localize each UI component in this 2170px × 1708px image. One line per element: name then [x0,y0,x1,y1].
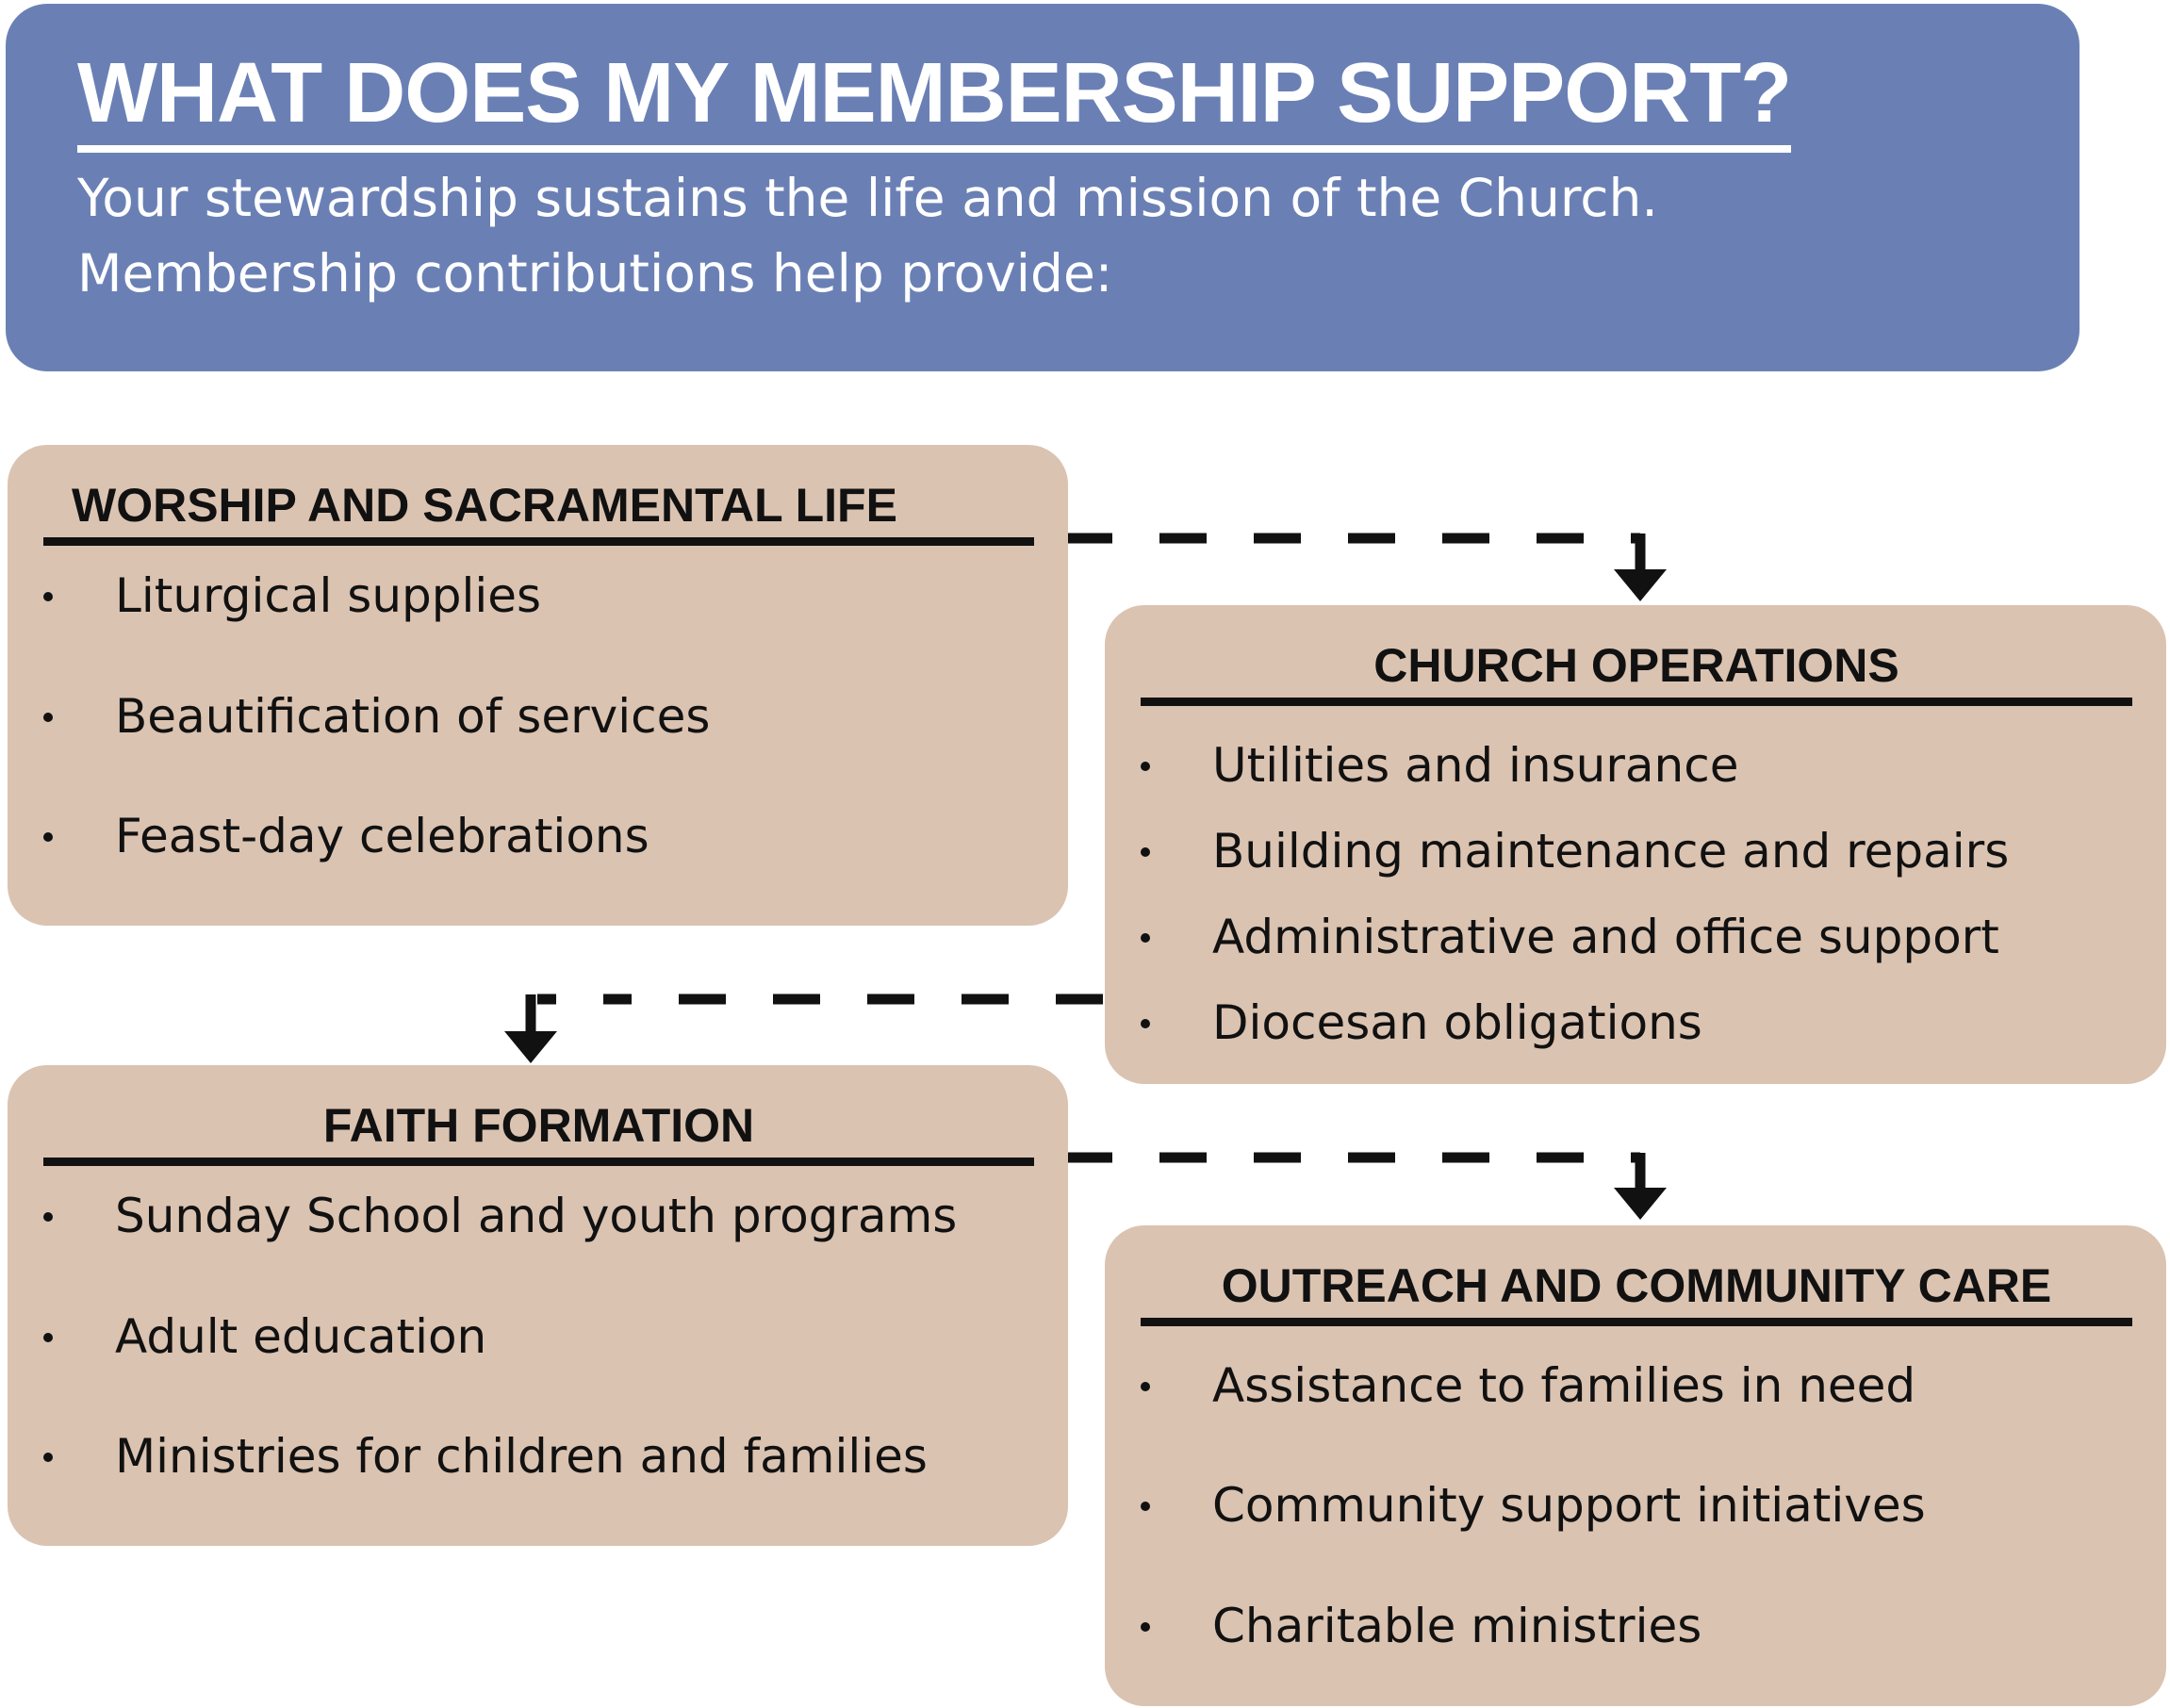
list-item-label: Ministries for children and families [115,1429,928,1484]
list-item-label: Utilities and insurance [1212,738,1739,793]
connector-worship-to-operations [1065,534,1667,601]
section-outreach [1105,1225,2166,1706]
subtitle-line-1: Your stewardship sustains the life and mission of the Church. [77,168,1658,228]
connector-faith-to-outreach [1065,1153,1667,1220]
section-church-operations [1105,605,2166,1084]
list-item-label: Diocesan obligations [1212,995,1702,1050]
section-worship [8,445,1068,926]
list-item-label: Assistance to families in need [1212,1358,1916,1413]
list-item-label: Beautification of services [115,689,711,744]
bullet-icon [1141,1622,1150,1632]
down-arrow-icon [1614,569,1667,601]
subtitle-line-2: Membership contributions help provide: [77,243,1113,304]
section-title: FAITH FORMATION [43,1093,1034,1166]
bullet-icon [43,713,53,722]
list-item-label: Charitable ministries [1212,1599,1702,1653]
connector-operations-to-faith [504,994,1103,1063]
bullet-icon [1141,1382,1150,1391]
page-title: WHAT DOES MY MEMBERSHIP SUPPORT? [77,51,1791,153]
bullet-icon [1141,1502,1150,1511]
bullet-icon [43,1453,53,1462]
list-item-label: Feast-day celebrations [115,809,649,863]
list-item-label: Liturgical supplies [115,568,542,623]
bullet-icon [1141,762,1150,771]
bullet-icon [1141,1019,1150,1028]
list-item-label: Adult education [115,1309,487,1364]
section-title: OUTREACH AND COMMUNITY CARE [1141,1254,2132,1326]
list-item-label: Building maintenance and repairs [1212,824,2010,879]
bullet-icon [1141,933,1150,943]
bullet-icon [43,1333,53,1342]
down-arrow-icon [504,1031,557,1063]
section-title: WORSHIP AND SACRAMENTAL LIFE [43,473,1034,546]
list-item-label: Sunday School and youth programs [115,1189,958,1243]
down-arrow-icon [1614,1188,1667,1220]
bullet-icon [43,832,53,842]
list-item-label: Administrative and office support [1212,910,1999,964]
list-item-label: Community support initiatives [1212,1478,1926,1533]
bullet-icon [43,592,53,601]
section-title: CHURCH OPERATIONS [1141,633,2132,706]
bullet-icon [43,1212,53,1222]
bullet-icon [1141,847,1150,857]
section-faith-formation [8,1065,1068,1546]
